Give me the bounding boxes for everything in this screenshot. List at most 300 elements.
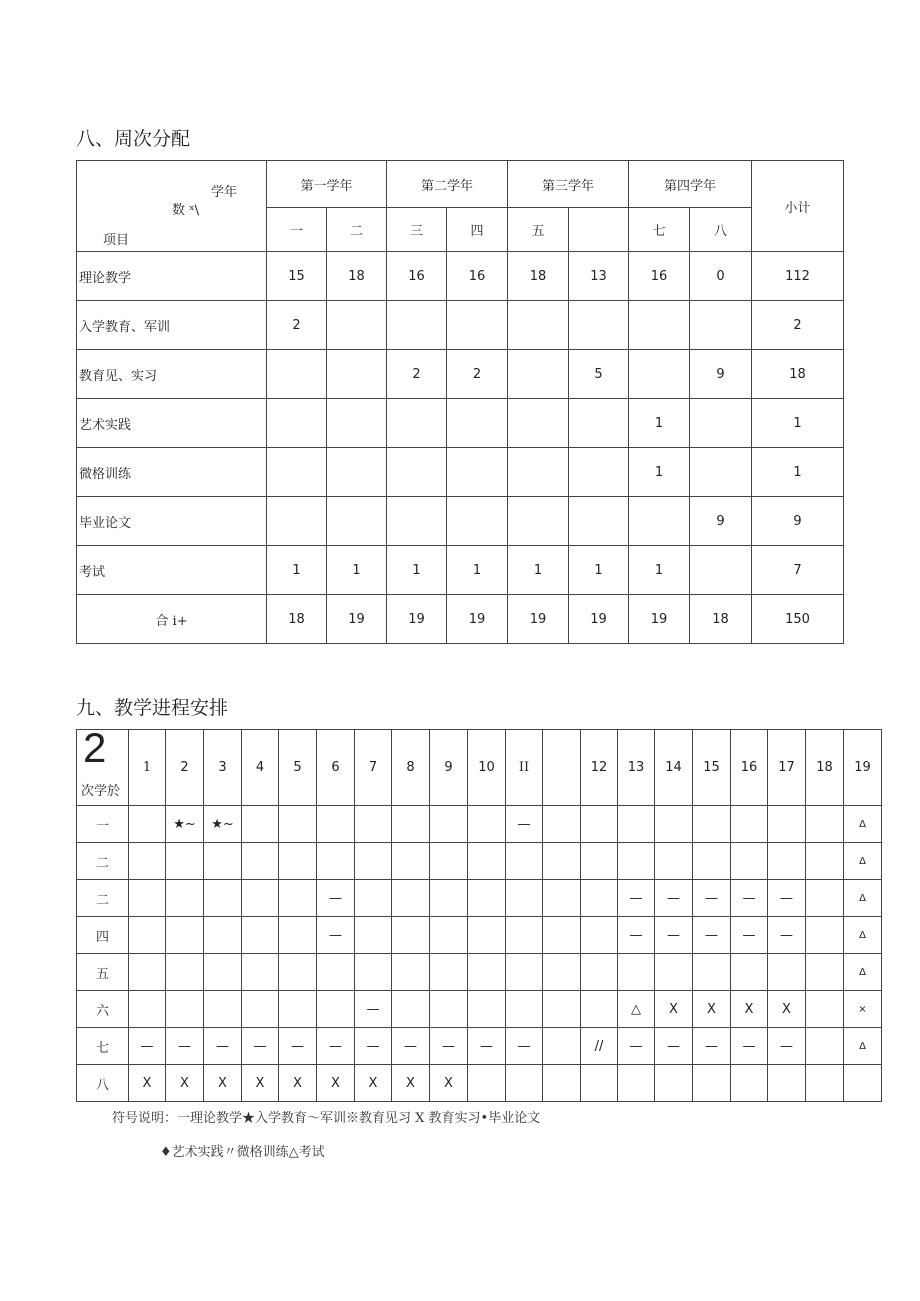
week-header: 10 xyxy=(468,730,506,806)
table-cell xyxy=(327,301,387,350)
table-cell: 1 xyxy=(569,546,629,595)
schedule-cell: — xyxy=(392,1028,430,1065)
schedule-cell xyxy=(204,991,242,1028)
schedule-row xyxy=(77,1028,882,1065)
table-cell xyxy=(447,399,508,448)
table-cell xyxy=(569,448,629,497)
schedule-cell xyxy=(129,954,166,991)
row-total: 1 xyxy=(752,448,844,497)
table-cell xyxy=(508,448,569,497)
schedule-cell xyxy=(430,991,468,1028)
schedule-cell xyxy=(166,917,204,954)
schedule-cell xyxy=(581,1065,618,1102)
table-cell xyxy=(327,350,387,399)
schedule-cell xyxy=(166,880,204,917)
schedule-cell xyxy=(581,917,618,954)
schedule-cell xyxy=(129,991,166,1028)
schedule-cell: X xyxy=(731,991,768,1028)
schedule-cell: — xyxy=(731,880,768,917)
table-cell: 2 xyxy=(447,350,508,399)
term-header: 一 xyxy=(267,208,327,252)
schedule-cell: X xyxy=(317,1065,355,1102)
schedule-cell xyxy=(618,806,655,843)
table-cell xyxy=(629,301,690,350)
schedule-cell: — xyxy=(355,1028,392,1065)
table-cell xyxy=(690,448,752,497)
schedule-cell xyxy=(468,1065,506,1102)
schedule-cell xyxy=(543,991,581,1028)
schedule-cell xyxy=(355,806,392,843)
table-cell xyxy=(327,497,387,546)
schedule-cell xyxy=(242,880,279,917)
schedule-cell xyxy=(581,843,618,880)
table-cell: 1 xyxy=(447,546,508,595)
row-label: 微格训练 xyxy=(77,448,267,497)
schedule-cell xyxy=(655,843,693,880)
table-cell: 1 xyxy=(629,448,690,497)
schedule-cell xyxy=(506,954,543,991)
term-header: 七 xyxy=(629,208,690,252)
year-header: 第四学年 xyxy=(629,161,752,208)
table-cell: 19 xyxy=(569,595,629,644)
schedule-cell xyxy=(317,991,355,1028)
schedule-row xyxy=(77,991,882,1028)
row-label: 入学教育、军训 xyxy=(77,301,267,350)
schedule-cell: X xyxy=(392,1065,430,1102)
table-cell: 19 xyxy=(447,595,508,644)
schedule-cell: × xyxy=(844,991,882,1028)
schedule-cell xyxy=(279,843,317,880)
legend-line-2: ♦艺术实践〃微格训练△考试 xyxy=(160,1145,325,1160)
schedule-cell xyxy=(242,954,279,991)
schedule-cell: Δ xyxy=(844,843,882,880)
schedule-cell xyxy=(279,806,317,843)
table-cell xyxy=(690,301,752,350)
row-label: 艺术实践 xyxy=(77,399,267,448)
schedule-cell xyxy=(242,806,279,843)
term-label: 四 xyxy=(77,917,129,954)
table-cell: 2 xyxy=(387,350,447,399)
schedule-cell xyxy=(543,1028,581,1065)
table-cell: 18 xyxy=(327,252,387,301)
row-label: 理论教学 xyxy=(77,252,267,301)
table-cell xyxy=(387,448,447,497)
year-header: 第三学年 xyxy=(508,161,629,208)
schedule-cell xyxy=(355,917,392,954)
schedule-cell xyxy=(166,954,204,991)
schedule-cell xyxy=(618,954,655,991)
schedule-cell: — xyxy=(317,1028,355,1065)
schedule-row xyxy=(77,806,882,843)
schedule-cell: Δ xyxy=(844,917,882,954)
schedule-cell xyxy=(204,843,242,880)
schedule-cell xyxy=(543,843,581,880)
schedule-cell xyxy=(242,991,279,1028)
schedule-cell xyxy=(581,954,618,991)
schedule-cell xyxy=(806,991,844,1028)
term-label: 八 xyxy=(77,1065,129,1102)
schedule-cell xyxy=(806,1028,844,1065)
schedule-cell xyxy=(655,1065,693,1102)
row-label: 毕业论文 xyxy=(77,497,267,546)
corner-item-label: 项目 xyxy=(103,233,130,248)
schedule-cell: Δ xyxy=(844,954,882,991)
table-row xyxy=(77,399,844,448)
week-header: 12 xyxy=(581,730,618,806)
table-cell xyxy=(267,350,327,399)
schedule-cell: — xyxy=(655,880,693,917)
table-cell: 0 xyxy=(690,252,752,301)
row-label: 教育见、实习 xyxy=(77,350,267,399)
term-label: 五 xyxy=(77,954,129,991)
table-cell: 1 xyxy=(327,546,387,595)
schedule-cell xyxy=(731,806,768,843)
row-total: 18 xyxy=(752,350,844,399)
schedule-cell xyxy=(806,1065,844,1102)
schedule-cell xyxy=(468,954,506,991)
schedule-cell: — xyxy=(506,1028,543,1065)
term-header: 三 xyxy=(387,208,447,252)
schedule-cell: X xyxy=(242,1065,279,1102)
week-header: 7 xyxy=(355,730,392,806)
table-cell: 9 xyxy=(690,350,752,399)
schedule-cell: — xyxy=(618,880,655,917)
schedule-cell xyxy=(806,806,844,843)
schedule-cell: ★~ xyxy=(166,806,204,843)
row-total: 150 xyxy=(752,595,844,644)
schedule-cell xyxy=(731,1065,768,1102)
week-header: 5 xyxy=(279,730,317,806)
schedule-cell: — xyxy=(204,1028,242,1065)
section8-title: 八、周次分配 xyxy=(76,128,191,150)
schedule-cell: — xyxy=(355,991,392,1028)
schedule-cell xyxy=(543,917,581,954)
schedule-cell xyxy=(392,991,430,1028)
term-header: 八 xyxy=(690,208,752,252)
table-cell xyxy=(327,399,387,448)
table-cell xyxy=(447,448,508,497)
schedule-cell xyxy=(242,917,279,954)
schedule-cell: Δ xyxy=(844,1028,882,1065)
schedule-row xyxy=(77,954,882,991)
schedule-cell: X xyxy=(166,1065,204,1102)
schedule-cell xyxy=(768,806,806,843)
schedule-cell: — xyxy=(693,917,731,954)
schedule-cell: — xyxy=(731,917,768,954)
schedule-cell xyxy=(166,843,204,880)
schedule-cell xyxy=(430,880,468,917)
schedule-cell xyxy=(655,954,693,991)
table-cell xyxy=(387,301,447,350)
schedule-cell xyxy=(430,917,468,954)
schedule-cell xyxy=(581,880,618,917)
teaching-schedule-table xyxy=(76,729,882,1102)
term-header: 四 xyxy=(447,208,508,252)
schedule-cell: — xyxy=(279,1028,317,1065)
schedule-cell: — xyxy=(430,1028,468,1065)
schedule-cell: X xyxy=(279,1065,317,1102)
week-header: 15 xyxy=(693,730,731,806)
schedule-cell xyxy=(355,880,392,917)
schedule-cell: — xyxy=(317,880,355,917)
table-corner-cell xyxy=(77,161,267,252)
table-cell: 2 xyxy=(267,301,327,350)
schedule-cell xyxy=(844,1065,882,1102)
table-cell: 19 xyxy=(327,595,387,644)
schedule-cell xyxy=(166,991,204,1028)
schedule-cell xyxy=(693,806,731,843)
subtotal-header: 小计 xyxy=(752,161,844,252)
schedule-cell xyxy=(806,954,844,991)
table-cell xyxy=(447,301,508,350)
schedule-row xyxy=(77,917,882,954)
schedule-cell xyxy=(430,843,468,880)
week-header: 8 xyxy=(392,730,430,806)
schedule-cell xyxy=(543,1065,581,1102)
table-cell xyxy=(508,350,569,399)
week-header: 17 xyxy=(768,730,806,806)
term-header: 二 xyxy=(327,208,387,252)
table-cell xyxy=(267,448,327,497)
row-label: 合 i+ xyxy=(77,595,267,644)
schedule-cell xyxy=(581,806,618,843)
schedule-cell xyxy=(506,880,543,917)
week-header: 19 xyxy=(844,730,882,806)
table-cell xyxy=(569,399,629,448)
table-cell: 1 xyxy=(267,546,327,595)
row-total: 2 xyxy=(752,301,844,350)
row-total: 112 xyxy=(752,252,844,301)
schedule-cell xyxy=(317,806,355,843)
week-header: 14 xyxy=(655,730,693,806)
schedule-cell xyxy=(543,954,581,991)
schedule-cell xyxy=(129,917,166,954)
schedule-cell xyxy=(806,880,844,917)
schedule-cell xyxy=(731,843,768,880)
schedule-cell xyxy=(430,954,468,991)
corner-count-label: 数 ˣ\ xyxy=(172,203,200,218)
schedule-cell xyxy=(392,843,430,880)
year-header: 第二学年 xyxy=(387,161,508,208)
corner-term-label: 次学於 xyxy=(81,784,121,799)
schedule-cell xyxy=(693,843,731,880)
table-cell xyxy=(327,448,387,497)
schedule-cell: — xyxy=(768,880,806,917)
schedule-cell: ★~ xyxy=(204,806,242,843)
table-cell xyxy=(387,399,447,448)
schedule-cell xyxy=(468,917,506,954)
schedule-cell xyxy=(806,917,844,954)
table-cell: 1 xyxy=(508,546,569,595)
schedule-cell: — xyxy=(655,1028,693,1065)
week-header: 9 xyxy=(430,730,468,806)
table-cell: 15 xyxy=(267,252,327,301)
corner-year-label: 学年 xyxy=(211,185,238,200)
table-cell: 19 xyxy=(629,595,690,644)
table-cell xyxy=(267,399,327,448)
term-label: 六 xyxy=(77,991,129,1028)
schedule-cell xyxy=(655,806,693,843)
week-header: 1 xyxy=(129,730,166,806)
table-cell xyxy=(690,399,752,448)
table-cell xyxy=(508,399,569,448)
row-label: 考试 xyxy=(77,546,267,595)
table-row xyxy=(77,350,844,399)
schedule-cell xyxy=(204,880,242,917)
schedule-cell xyxy=(768,1065,806,1102)
schedule-cell: — xyxy=(506,806,543,843)
table-row xyxy=(77,252,844,301)
schedule-cell xyxy=(506,1065,543,1102)
schedule-cell xyxy=(279,880,317,917)
schedule-cell xyxy=(279,954,317,991)
schedule-cell: X xyxy=(655,991,693,1028)
week-header: 6 xyxy=(317,730,355,806)
week-header: 4 xyxy=(242,730,279,806)
schedule-cell: — xyxy=(618,1028,655,1065)
table-cell: 19 xyxy=(387,595,447,644)
schedule-cell: X xyxy=(693,991,731,1028)
table-cell: 1 xyxy=(387,546,447,595)
table-cell: 9 xyxy=(690,497,752,546)
row-total: 7 xyxy=(752,546,844,595)
schedule-cell xyxy=(693,954,731,991)
schedule-cell xyxy=(317,954,355,991)
table-cell xyxy=(629,497,690,546)
table-cell xyxy=(267,497,327,546)
year-header: 第一学年 xyxy=(267,161,387,208)
term-header xyxy=(569,208,629,252)
table-cell: 18 xyxy=(508,252,569,301)
schedule-cell xyxy=(618,843,655,880)
row-total: 1 xyxy=(752,399,844,448)
schedule-cell: X xyxy=(204,1065,242,1102)
corner-big-number: 2 xyxy=(83,729,107,771)
schedule-cell: X xyxy=(129,1065,166,1102)
week-header: 13 xyxy=(618,730,655,806)
sum-row xyxy=(77,595,844,644)
table-cell: 18 xyxy=(267,595,327,644)
schedule-cell xyxy=(204,917,242,954)
schedule-cell xyxy=(468,806,506,843)
table-cell: 16 xyxy=(387,252,447,301)
schedule-cell xyxy=(392,806,430,843)
schedule-cell xyxy=(468,843,506,880)
schedule-cell: — xyxy=(468,1028,506,1065)
schedule-cell: — xyxy=(166,1028,204,1065)
table-cell: 1 xyxy=(629,399,690,448)
term-label: 二 xyxy=(77,880,129,917)
schedule-cell xyxy=(279,991,317,1028)
schedule-row xyxy=(77,880,882,917)
table-cell: 19 xyxy=(508,595,569,644)
schedule-cell xyxy=(731,954,768,991)
schedule-cell xyxy=(506,991,543,1028)
week-header: II xyxy=(506,730,543,806)
schedule-cell xyxy=(768,954,806,991)
schedule-corner-cell xyxy=(77,730,129,806)
week-header: 16 xyxy=(731,730,768,806)
schedule-cell xyxy=(806,843,844,880)
schedule-cell: X xyxy=(355,1065,392,1102)
schedule-row xyxy=(77,843,882,880)
schedule-cell xyxy=(392,917,430,954)
schedule-cell xyxy=(543,880,581,917)
week-header xyxy=(543,730,581,806)
table-cell xyxy=(569,497,629,546)
schedule-cell xyxy=(279,917,317,954)
schedule-cell: — xyxy=(693,1028,731,1065)
term-label: 一 xyxy=(77,806,129,843)
section9-title: 九、教学进程安排 xyxy=(76,697,229,719)
table-cell xyxy=(508,497,569,546)
schedule-cell xyxy=(392,880,430,917)
schedule-cell xyxy=(392,954,430,991)
term-label: 二 xyxy=(77,843,129,880)
schedule-cell xyxy=(693,1065,731,1102)
row-total: 9 xyxy=(752,497,844,546)
table-cell: 13 xyxy=(569,252,629,301)
schedule-cell xyxy=(317,843,355,880)
table-cell xyxy=(690,546,752,595)
schedule-cell: — xyxy=(768,917,806,954)
week-allocation-table xyxy=(76,160,844,644)
schedule-cell xyxy=(468,880,506,917)
schedule-cell: Δ xyxy=(844,806,882,843)
schedule-cell xyxy=(543,806,581,843)
schedule-cell: — xyxy=(129,1028,166,1065)
schedule-cell xyxy=(430,806,468,843)
legend-line-1: 符号说明：一理论教学★入学教育～军训※教育见习 X 教育实习•毕业论文 xyxy=(112,1111,541,1126)
schedule-cell xyxy=(129,843,166,880)
table-row xyxy=(77,546,844,595)
schedule-cell xyxy=(506,843,543,880)
schedule-cell: — xyxy=(693,880,731,917)
schedule-cell xyxy=(468,991,506,1028)
schedule-cell: X xyxy=(430,1065,468,1102)
table-cell xyxy=(508,301,569,350)
table-cell: 18 xyxy=(690,595,752,644)
schedule-cell: — xyxy=(655,917,693,954)
schedule-cell xyxy=(618,1065,655,1102)
schedule-cell xyxy=(506,917,543,954)
schedule-cell: X xyxy=(768,991,806,1028)
schedule-cell: // xyxy=(581,1028,618,1065)
schedule-cell xyxy=(355,954,392,991)
term-header: 五 xyxy=(508,208,569,252)
schedule-row xyxy=(77,1065,882,1102)
schedule-cell xyxy=(129,806,166,843)
table-row xyxy=(77,497,844,546)
week-header: 2 xyxy=(166,730,204,806)
table-row xyxy=(77,301,844,350)
table-cell: 16 xyxy=(447,252,508,301)
schedule-cell xyxy=(242,843,279,880)
table-cell xyxy=(629,350,690,399)
week-header: 3 xyxy=(204,730,242,806)
week-header: 18 xyxy=(806,730,844,806)
table-row xyxy=(77,448,844,497)
table-cell: 5 xyxy=(569,350,629,399)
table-cell xyxy=(447,497,508,546)
schedule-cell xyxy=(581,991,618,1028)
table-cell: 16 xyxy=(629,252,690,301)
schedule-cell: — xyxy=(618,917,655,954)
schedule-cell xyxy=(768,843,806,880)
table-cell: 1 xyxy=(629,546,690,595)
schedule-cell: — xyxy=(317,917,355,954)
table-cell xyxy=(387,497,447,546)
